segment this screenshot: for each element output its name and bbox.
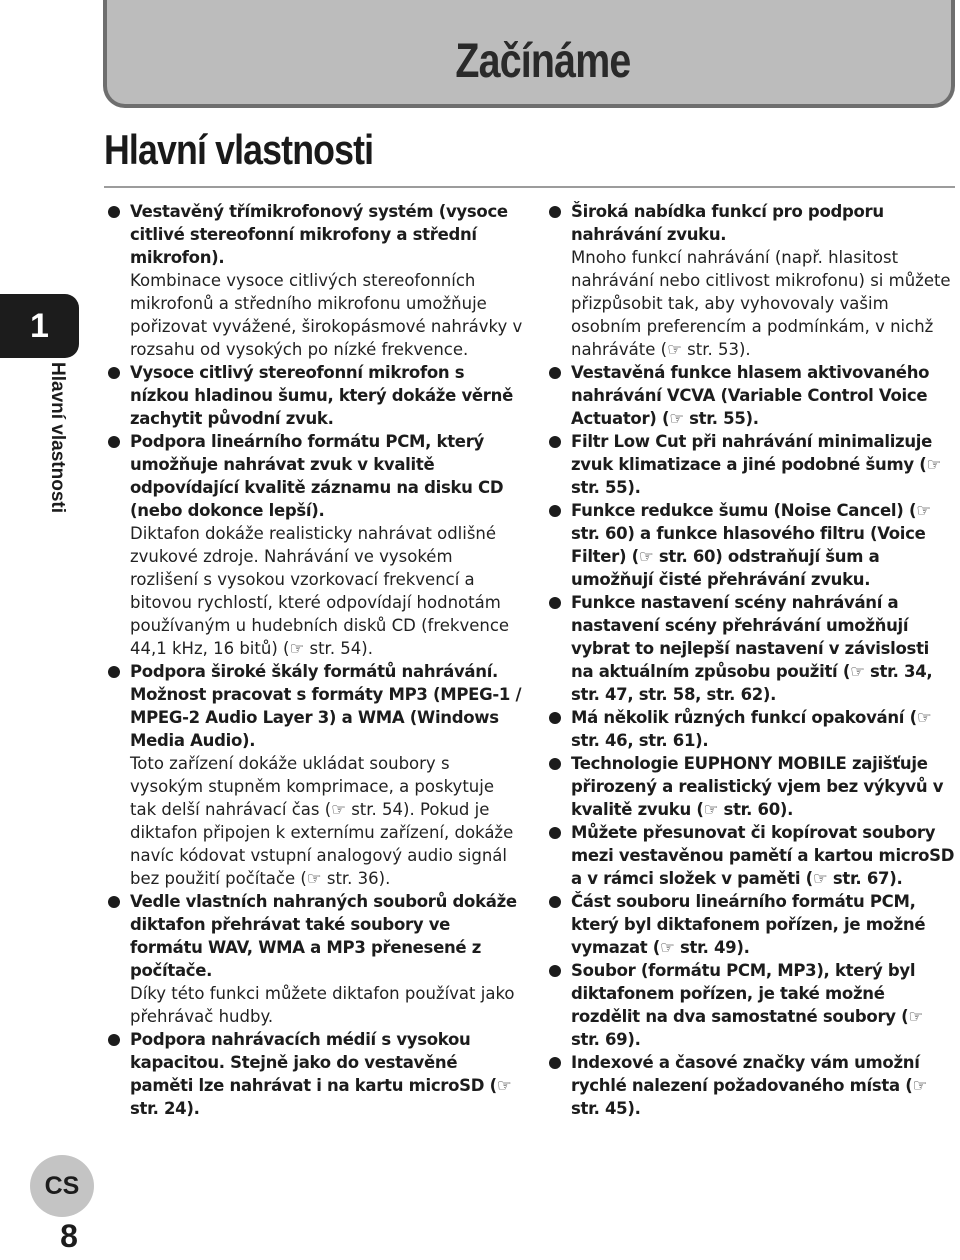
feature-heading: Funkce redukce šumu (Noise Cancel) (☞ str. 60) a funkce hlasového filtru (Voice Filter) (☞ str. 60) odstraňují šum a umožňují čisté přehrávání zvuku. bbox=[571, 501, 931, 589]
bullet-icon bbox=[108, 436, 120, 448]
bullet-icon bbox=[549, 827, 561, 839]
feature-description: Diktafon dokáže realisticky nahrávat odlišné zvukové zdroje. Nahrávání ve vysokém rozlišení s vysokou vzorkovací frekvencí a bitovou rychlostí, které odpovídají hodnotám používaným u hudebních disků CD (frekvence 44,1 kHz, 16 bitů) (☞ str. 54). bbox=[130, 524, 510, 658]
feature-list-item bbox=[104, 430, 524, 660]
bullet-icon bbox=[108, 206, 120, 218]
feature-heading: Vestavěný třímikrofonový systém (vysoce citlivé stereofonní mikrofony a střední mikrofon). bbox=[130, 202, 508, 267]
bullet-icon bbox=[108, 367, 120, 379]
page-number: 8 bbox=[60, 1218, 78, 1254]
feature-list-item bbox=[104, 1028, 524, 1120]
feature-description: Díky této funkci můžete diktafon používat jako přehrávač hudby. bbox=[130, 984, 515, 1026]
chapter-tab-label: Hlavní vlastnosti bbox=[47, 362, 68, 513]
chapter-tab-number: 1 bbox=[0, 294, 79, 358]
bullet-icon bbox=[549, 896, 561, 908]
feature-description: Toto zařízení dokáže ukládat soubory s vysokým stupněm komprimace, a poskytuje tak delší nahrávací čas (☞ str. 54). Pokud je diktafon připojen k externímu zařízení, dokáže navíc kódovat vstupní analogový audio signál bez použití počítače (☞ str. 36). bbox=[130, 754, 514, 888]
feature-heading: Vysoce citlivý stereofonní mikrofon s nízkou hladinou šumu, který dokáže věrně zachytit původní zvuk. bbox=[130, 363, 513, 428]
bullet-icon bbox=[549, 758, 561, 770]
feature-list-item bbox=[545, 430, 955, 499]
feature-description: Mnoho funkcí nahrávání (např. hlasitost nahrávání nebo citlivost mikrofonu) si můžete přizpůsobit tak, aby vyhovovaly vašim osobním preferencím a podmínkám, v nichž nahráváte (☞ str. 53). bbox=[571, 248, 951, 359]
feature-heading: Široká nabídka funkcí pro podporu nahrávání zvuku. bbox=[571, 202, 884, 244]
feature-list-item bbox=[545, 361, 955, 430]
bullet-icon bbox=[549, 597, 561, 609]
feature-list-item bbox=[545, 706, 955, 752]
feature-heading: Funkce nastavení scény nahrávání a nastavení scény přehrávání umožňují vybrat to nejlepší nastavení v závislosti na aktuálním způsobu použití (☞ str. 34, str. 47, str. 58, str. 62). bbox=[571, 593, 933, 704]
feature-list-item bbox=[545, 591, 955, 706]
right-feature-column bbox=[545, 200, 955, 1120]
feature-heading: Soubor (formátu PCM, MP3), který byl diktafonem pořízen, je také možné rozdělit na dva samostatné soubory (☞ str. 69). bbox=[571, 961, 923, 1049]
feature-heading: Technologie EUPHONY MOBILE zajišťuje přirozený a realistický vjem bez výkyvů v kvalitě zvuku (☞ str. 60). bbox=[571, 754, 944, 819]
feature-heading: Filtr Low Cut při nahrávání minimalizuje zvuk klimatizace a jiné podobné šumy (☞ str. 55). bbox=[571, 432, 941, 497]
feature-list-item bbox=[545, 1051, 955, 1120]
chapter-tab-label-wrap bbox=[42, 362, 72, 532]
feature-heading: Podpora široké škály formátů nahrávání. Možnost pracovat s formáty MP3 (MPEG-1 / MPEG-2 Audio Layer 3) a WMA (Windows Media Audio). bbox=[130, 662, 522, 750]
feature-description: Kombinace vysoce citlivých stereofonních mikrofonů a středního mikrofonu umožňuje pořizovat vyvážené, širokopásmové nahrávky v rozsahu od vysokých po nízké frekvence. bbox=[130, 271, 523, 359]
bullet-icon bbox=[549, 436, 561, 448]
feature-heading: Má několik různých funkcí opakování (☞ str. 46, str. 61). bbox=[571, 708, 932, 750]
feature-list-item bbox=[545, 821, 955, 890]
feature-list-item bbox=[104, 200, 524, 361]
feature-heading: Vedle vlastních nahraných souborů dokáže diktafon přehrávat také soubory ve formátu WAV, WMA a MP3 přenesené z počítače. bbox=[130, 892, 517, 980]
feature-heading: Indexové a časové značky vám umožní rychlé nalezení požadovaného místa (☞ str. 45). bbox=[571, 1053, 928, 1118]
feature-heading: Podpora lineárního formátu PCM, který umožňuje nahrávat zvuk v kvalitě odpovídající kvalitě záznamu na disku CD (nebo dokonce lepší). bbox=[130, 432, 504, 520]
section-title: Hlavní vlastnosti bbox=[104, 126, 374, 173]
left-feature-column bbox=[104, 200, 524, 1120]
feature-heading: Podpora nahrávacích médií s vysokou kapacitou. Stejně jako do vestavěné paměti lze nahrávat i na kartu microSD (☞ str. 24). bbox=[130, 1030, 512, 1118]
feature-list-item bbox=[545, 752, 955, 821]
bullet-icon bbox=[108, 896, 120, 908]
bullet-icon bbox=[549, 206, 561, 218]
feature-list-item bbox=[104, 660, 524, 890]
bullet-icon bbox=[549, 505, 561, 517]
feature-list-item bbox=[104, 361, 524, 430]
feature-heading: Část souboru lineárního formátu PCM, který byl diktafonem pořízen, je možné vymazat (☞ str. 49). bbox=[571, 892, 926, 957]
chapter-title: Začínáme bbox=[454, 35, 630, 88]
feature-list-item bbox=[545, 959, 955, 1051]
feature-heading: Můžete přesunovat či kopírovat soubory mezi vestavěnou pamětí a kartou microSD a v rámci složek v paměti (☞ str. 67). bbox=[571, 823, 955, 888]
feature-heading: Vestavěná funkce hlasem aktivovaného nahrávání VCVA (Variable Control Voice Actuator) (☞ str. 55). bbox=[571, 363, 930, 428]
bullet-icon bbox=[549, 367, 561, 379]
feature-list-item bbox=[545, 200, 955, 361]
bullet-icon bbox=[549, 965, 561, 977]
feature-list-item bbox=[545, 890, 955, 959]
bullet-icon bbox=[549, 712, 561, 724]
language-badge: CS bbox=[30, 1155, 94, 1217]
feature-list-item bbox=[104, 890, 524, 1028]
feature-list-item bbox=[545, 499, 955, 591]
bullet-icon bbox=[108, 666, 120, 678]
bullet-icon bbox=[549, 1057, 561, 1069]
section-divider bbox=[104, 186, 955, 188]
bullet-icon bbox=[108, 1034, 120, 1046]
